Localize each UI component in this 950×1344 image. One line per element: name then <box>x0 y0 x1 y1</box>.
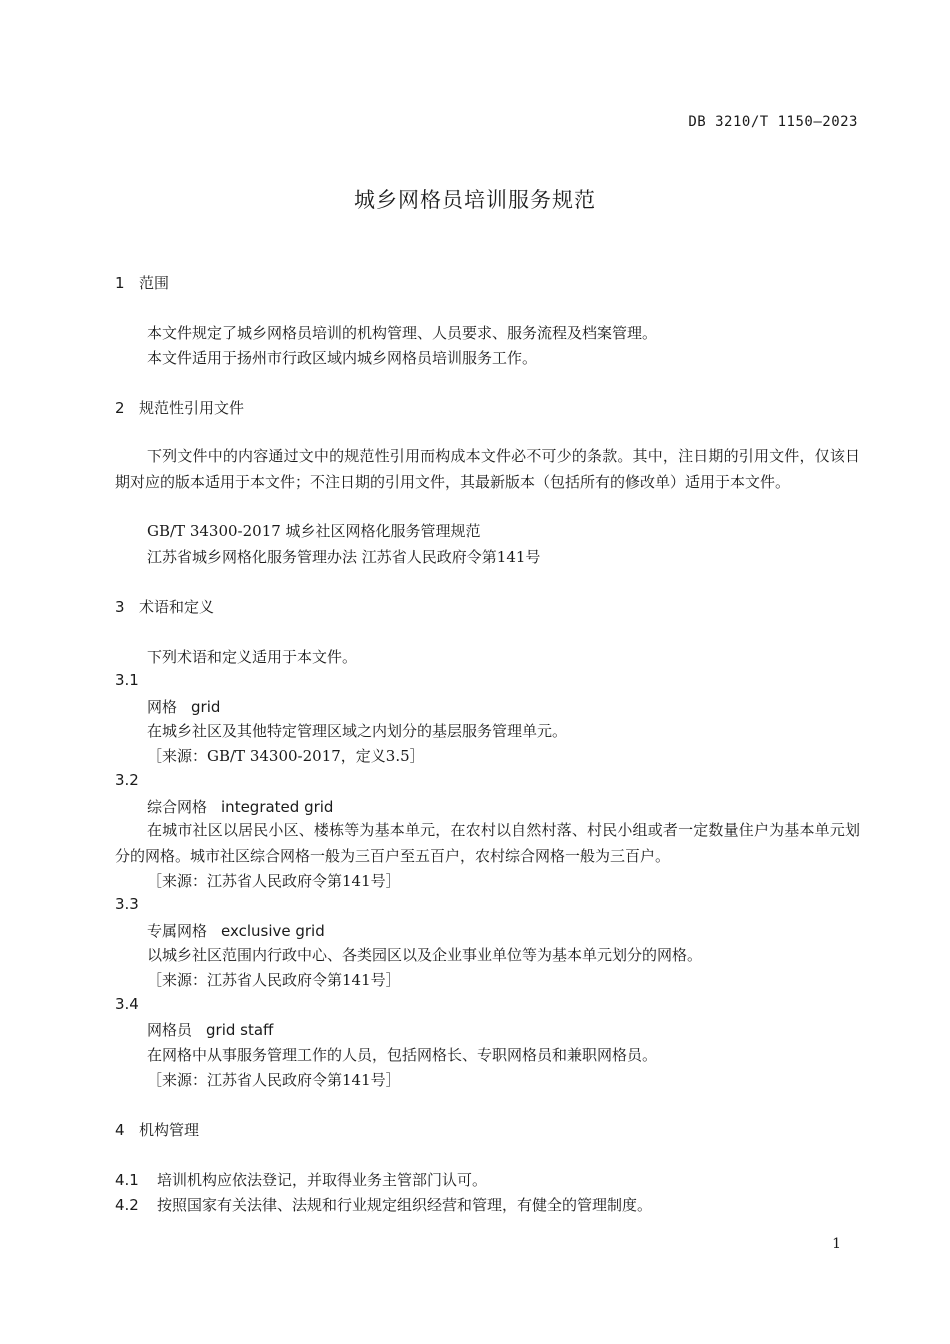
term-en: exclusive grid <box>221 922 325 940</box>
term-zh: 网格 <box>147 698 178 716</box>
term-definition: 在网格中从事服务管理工作的人员，包括网格长、专职网格员和兼职网格员。 <box>147 1046 658 1064</box>
term-zh: 专属网格 <box>147 922 208 940</box>
section-number: 3 <box>115 598 125 616</box>
paragraph: 本文件规定了城乡网格员培训的机构管理、人员要求、服务流程及档案管理。 <box>147 324 658 342</box>
term-entry <box>147 920 325 941</box>
term-entry <box>147 1019 273 1040</box>
term-en: grid staff <box>206 1021 274 1039</box>
term-en: integrated grid <box>221 798 334 816</box>
section-1-heading <box>115 272 169 293</box>
clause-number: 4.1 <box>115 1171 139 1189</box>
section-number: 4 <box>115 1121 125 1139</box>
clause-item <box>115 1169 487 1190</box>
term-source: ［来源：江苏省人民政府令第141号］ <box>147 872 401 890</box>
clause-number: 3.3 <box>115 895 139 913</box>
clause-text: 培训机构应依法登记，并取得业务主管部门认可。 <box>157 1171 488 1189</box>
document-title: 城乡网格员培训服务规范 <box>354 188 596 212</box>
term-source: ［来源：江苏省人民政府令第141号］ <box>147 1071 401 1089</box>
section-4-heading <box>115 1119 199 1140</box>
standard-number: DB 3210/T 1150—2023 <box>688 114 858 130</box>
page-number: 1 <box>832 1236 841 1252</box>
paragraph: 下列术语和定义适用于本文件。 <box>147 648 358 666</box>
clause-number: 3.2 <box>115 771 139 789</box>
term-source: ［来源：江苏省人民政府令第141号］ <box>147 971 401 989</box>
term-zh: 综合网格 <box>147 798 208 816</box>
clause-number: 4.2 <box>115 1196 139 1214</box>
clause-number: 3.1 <box>115 671 139 689</box>
term-definition: 以城乡社区范围内行政中心、各类园区以及企业事业单位等为基本单元划分的网格。 <box>147 946 703 964</box>
section-title: 规范性引用文件 <box>139 399 245 417</box>
term-definition: 在城市社区以居民小区、楼栋等为基本单元，在农村以自然村落、村民小组或者一定数量住户为基本单元划分的网格。城市社区综合网格一般为三百户至五百户，农村综合网格一般为三百户。 <box>115 821 860 865</box>
clause-item <box>115 1194 652 1215</box>
section-number: 2 <box>115 399 125 417</box>
term-entry <box>147 796 333 817</box>
clause-number: 3.4 <box>115 995 139 1013</box>
paragraph: 下列文件中的内容通过文中的规范性引用而构成本文件必不可少的条款。其中，注日期的引用文件，仅该日期对应的版本适用于本文件；不注日期的引用文件，其最新版本（包括所有的修改单）适用于本文件。 <box>115 447 860 491</box>
section-3-heading <box>115 596 214 617</box>
section-2-heading <box>115 397 244 418</box>
paragraph: 本文件适用于扬州市行政区域内城乡网格员培训服务工作。 <box>147 349 538 367</box>
section-title: 术语和定义 <box>139 598 215 616</box>
term-en: grid <box>191 698 221 716</box>
term-source: ［来源：GB/T 34300-2017，定义3.5］ <box>147 747 425 765</box>
section-title: 机构管理 <box>139 1121 200 1139</box>
section-title: 范围 <box>139 274 170 292</box>
reference-item: GB/T 34300-2017 城乡社区网格化服务管理规范 <box>147 522 481 540</box>
term-zh: 网格员 <box>147 1021 193 1039</box>
clause-text: 按照国家有关法律、法规和行业规定组织经营和管理，有健全的管理制度。 <box>157 1196 653 1214</box>
section-number: 1 <box>115 274 125 292</box>
term-definition: 在城乡社区及其他特定管理区域之内划分的基层服务管理单元。 <box>147 722 568 740</box>
term-entry <box>147 696 220 717</box>
reference-item: 江苏省城乡网格化服务管理办法 江苏省人民政府令第141号 <box>147 548 541 566</box>
